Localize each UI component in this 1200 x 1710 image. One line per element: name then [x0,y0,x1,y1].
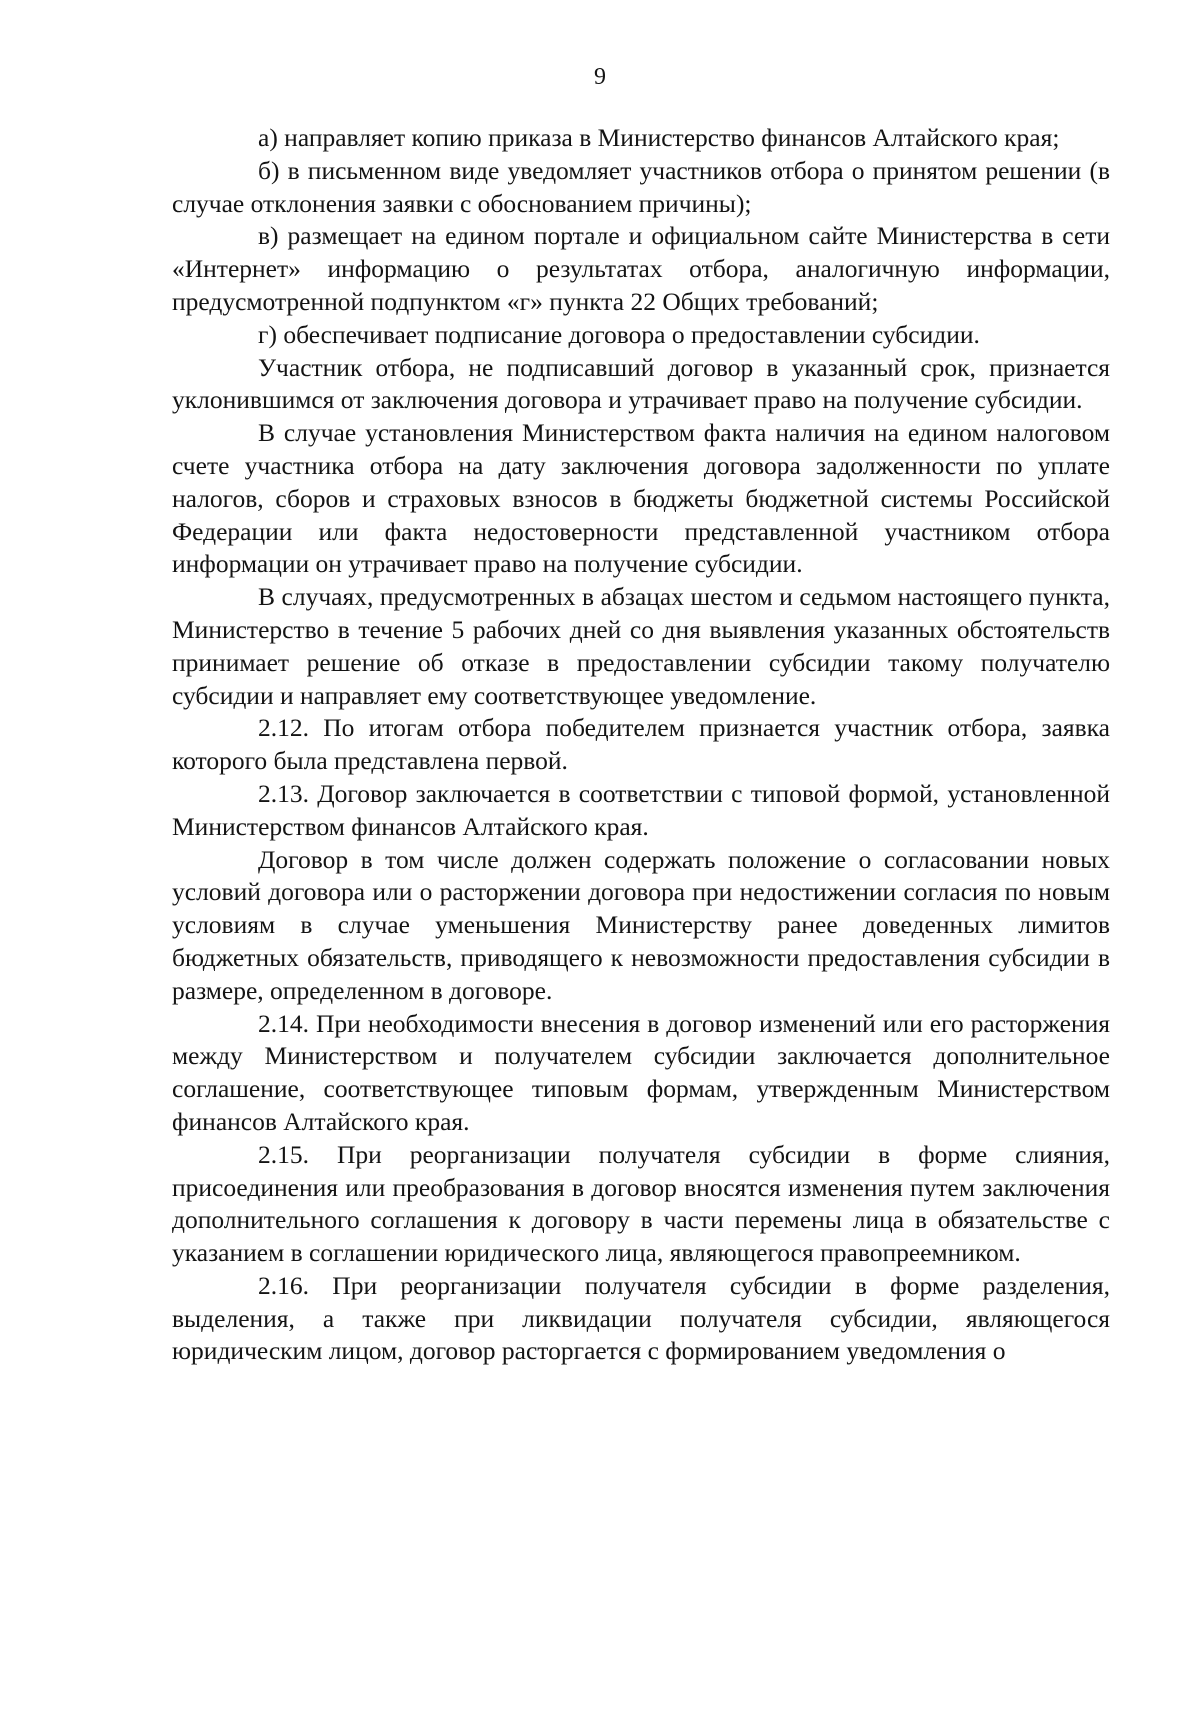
paragraph: в) размещает на едином портале и официальном сайте Министерства в сети «Интернет» информацию о результатах отбора, аналогичную информации, предусмотренной подпунктом «г» пункта 22 Общих требований; [172,221,1110,316]
paragraph: Участник отбора, не подписавший договор в указанный срок, признается уклонившимся от заключения договора и утрачивает право на получение субсидии. [172,352,1110,415]
paragraph: б) в письменном виде уведомляет участников отбора о принятом решении (в случае отклонения заявки с обоснованием причины); [172,155,1110,218]
paragraph: а) направляет копию приказа в Министерство финансов Алтайского края; [258,123,1060,152]
paragraph: 2.15. При реорганизации получателя субсидии в форме слияния, присоединения или преобразования в договор вносятся изменения путем заключения дополнительного соглашения к договору в части перемены лица в обязательстве с указанием в соглашении юридического лица, являющегося правопреемником. [172,1139,1110,1268]
paragraph: 2.13. Договор заключается в соответствии с типовой формой, установленной Министерством финансов Алтайского края. [172,778,1110,841]
paragraph: В случаях, предусмотренных в абзацах шестом и седьмом настоящего пункта, Министерство в течение 5 рабочих дней со дня выявления указанных обстоятельств принимает решение об отказе в предоставлении субсидии такому получателю субсидии и направляет ему соответствующее уведомление. [172,582,1110,710]
paragraph: 2.16. При реорганизации получателя субсидии в форме разделения, выделения, а также при ликвидации получателя субсидии, являющегося юридическим лицом, договор расторгается с формированием уведомления о [172,1270,1110,1366]
document-body [172,122,1110,1368]
page-number: 9 [594,64,606,90]
paragraph: 2.14. При необходимости внесения в договор изменений или его расторжения между Министерством и получателем субсидии заключается дополнительное соглашение, соответствующее типовым формам, утвержденным Министерством финансов Алтайского края. [172,1008,1110,1136]
paragraph: г) обеспечивает подписание договора о предоставлении субсидии. [258,319,980,349]
paragraph: В случае установления Министерством факта наличия на едином налоговом счете участника отбора на дату заключения договора задолженности по уплате налогов, сборов и страховых взносов в бюджеты бюджетной системы Российской Федерации или факта недостоверности представленной участником отбора информации он утрачивает право на получение субсидии. [172,418,1110,579]
paragraph: 2.12. По итогам отбора победителем признается участник отбора, заявка которого была представлена первой. [172,713,1110,776]
paragraph: Договор в том числе должен содержать положение о согласовании новых условий договора или о расторжении договора при недостижении согласия по новым условиям в случае уменьшения Министерству ранее доведенных лимитов бюджетных обязательств, приводящего к невозможности предоставления субсидии в размере, определенном в договоре. [172,844,1110,1005]
